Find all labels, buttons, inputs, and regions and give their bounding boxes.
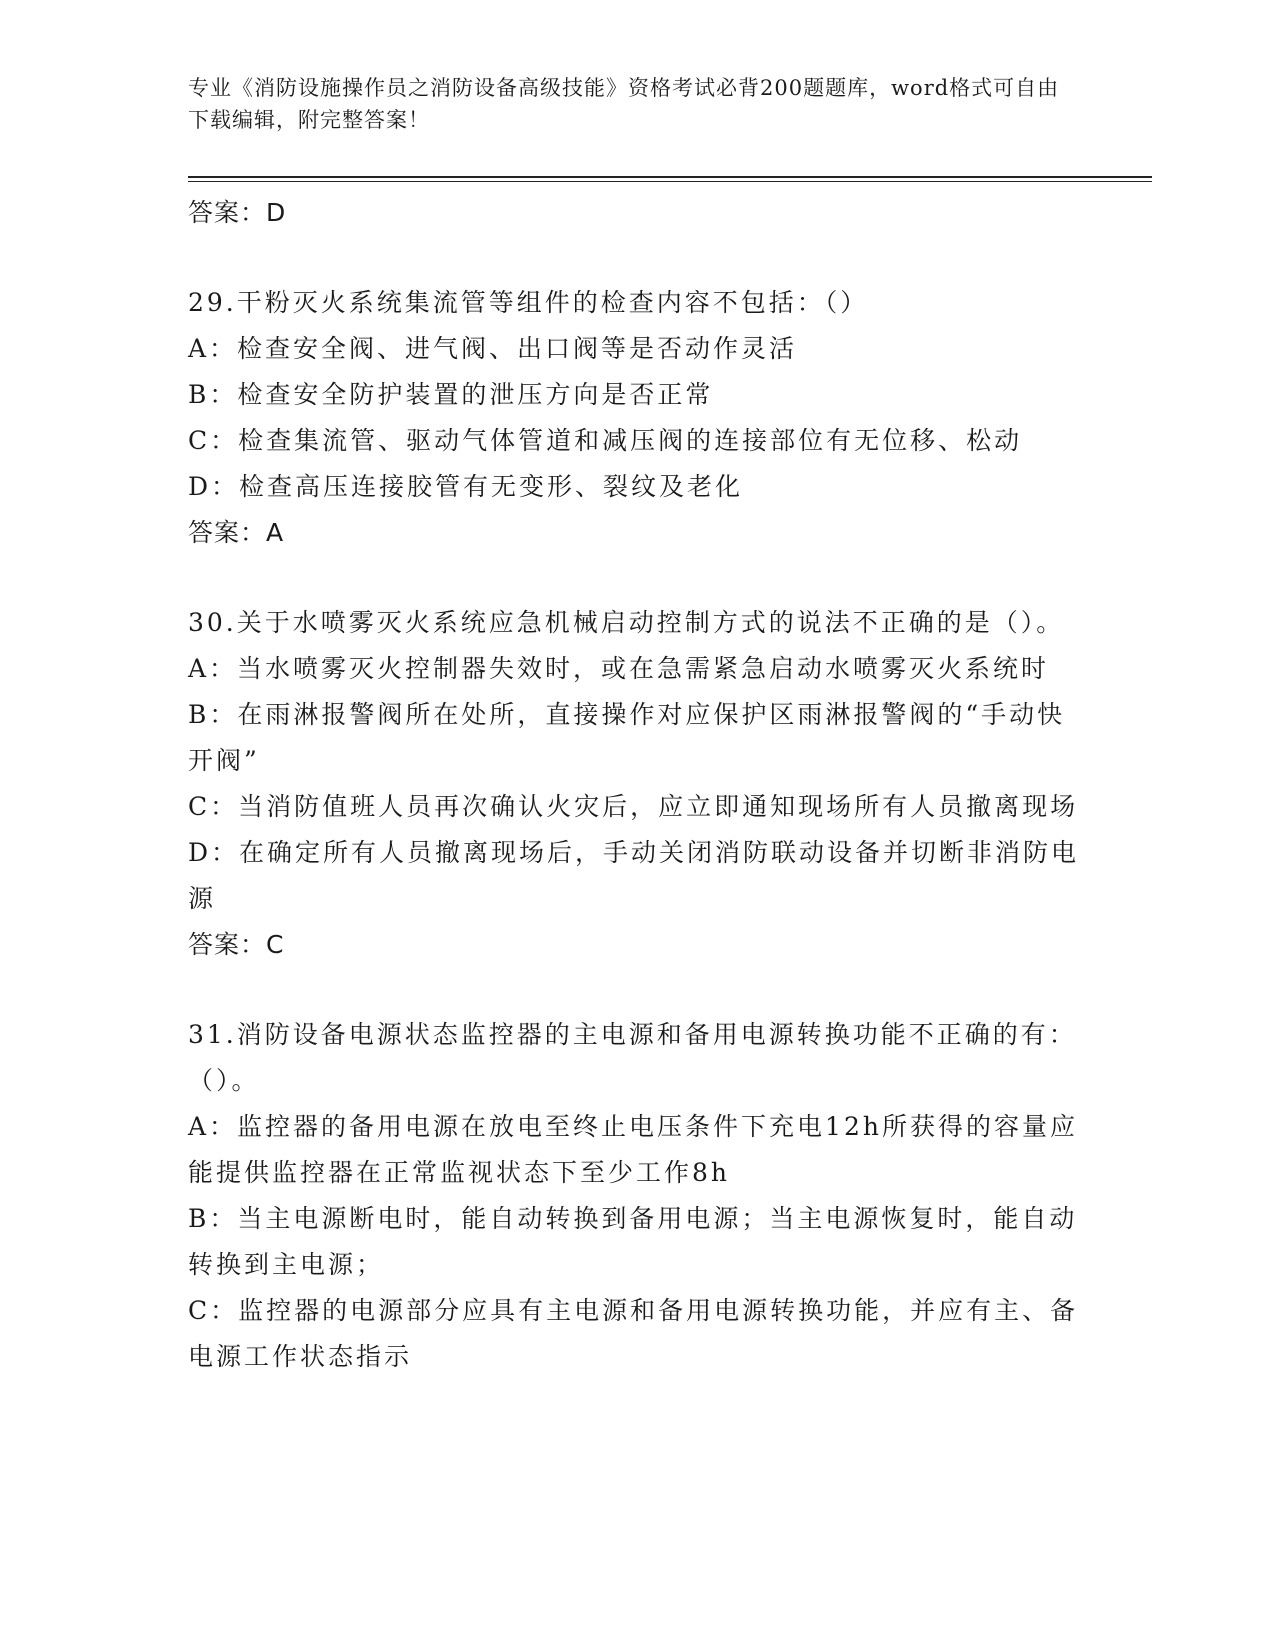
question-29 (188, 280, 1088, 556)
question-stem: 31.消防设备电源状态监控器的主电源和备用电源转换功能不正确的有：（）。 (188, 1020, 1077, 1095)
document-header: 专业《消防设施操作员之消防设备高级技能》资格考试必背200题题库，word格式可自由下载编辑，附完整答案！ (188, 76, 1060, 132)
option-b: B：检查安全防护装置的泄压方向是否正常 (188, 380, 714, 409)
option-c: C：监控器的电源部分应具有主电源和备用电源转换功能，并应有主、备电源工作状态指示 (188, 1296, 1079, 1371)
option-a: A：检查安全阀、进气阀、出口阀等是否动作灵活 (188, 334, 798, 363)
question-30 (188, 600, 1088, 968)
question-stem: 30.关于水喷雾灭火系统应急机械启动控制方式的说法不正确的是（）。 (188, 608, 1065, 637)
header-divider-thin (188, 181, 1152, 182)
answer-line: 答案：A (188, 518, 285, 547)
answer-line: 答案：C (188, 930, 285, 959)
option-a: A：当水喷雾灭火控制器失效时，或在急需紧急启动水喷雾灭火系统时 (188, 654, 1050, 683)
option-c: C：检查集流管、驱动气体管道和减压阀的连接部位有无位移、松动 (188, 426, 1023, 455)
option-d: D：在确定所有人员撤离现场后，手动关闭消防联动设备并切断非消防电源 (188, 838, 1080, 913)
option-a: A：监控器的备用电源在放电至终止电压条件下充电12h所获得的容量应能提供监控器在正常监视状态下至少工作8h (188, 1112, 1078, 1187)
document-body (188, 188, 1088, 1380)
option-d: D：检查高压连接胶管有无变形、裂纹及老化 (188, 472, 744, 501)
option-b: B：当主电源断电时，能自动转换到备用电源；当主电源恢复时，能自动转换到主电源； (188, 1204, 1078, 1279)
answer-line: 答案：D (188, 198, 287, 227)
option-c: C：当消防值班人员再次确认火灾后，应立即通知现场所有人员撤离现场 (188, 792, 1079, 821)
option-b: B：在雨淋报警阀所在处所，直接操作对应保护区雨淋报警阀的“手动快开阀” (188, 700, 1066, 775)
header-divider-thick (188, 176, 1152, 178)
question-31 (188, 1012, 1088, 1380)
question-stem: 29.干粉灭火系统集流管等组件的检查内容不包括：（） (188, 288, 869, 317)
